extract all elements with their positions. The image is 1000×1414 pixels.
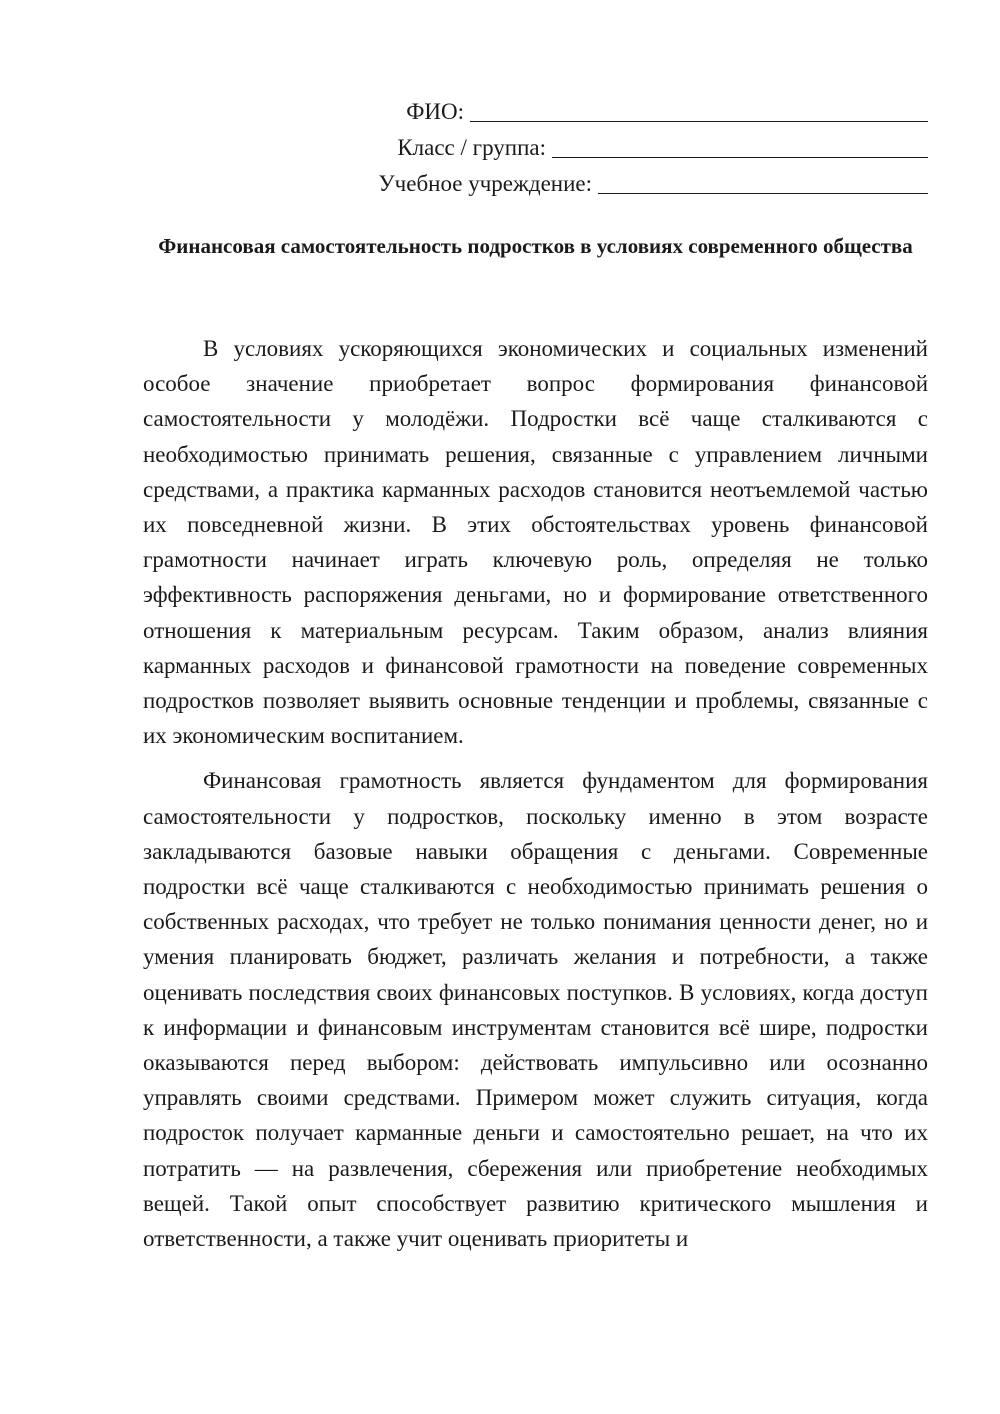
school-label: Учебное учреждение: xyxy=(378,171,592,196)
fio-field xyxy=(300,90,928,126)
school-field xyxy=(300,162,928,198)
paragraph-1: В условиях ускоряющихся экономических и социальных изменений особое значение приобретает вопрос формирования финансовой самостоятельности у молодёжи. Подростки всё чаще сталкиваются с необходимостью принимать решения, связанные с управлением личными средствами, а практика карманных расходов становится неотъемлемой частью их повседневной жизни. В этих обстоятельствах уровень финансовой грамотности начинает играть ключевую роль, определяя не только эффективность распоряжения деньгами, но и формирование ответственного отношения к материальным ресурсам. Таким образом, анализ влияния карманных расходов и финансовой грамотности на поведение современных подростков позволяет выявить основные тенденции и проблемы, связанные с их экономическим воспитанием. xyxy=(143,336,928,749)
student-info-fields xyxy=(300,90,928,198)
paragraph-2: Финансовая грамотность является фундаментом для формирования самостоятельности у подростков, поскольку именно в этом возрасте закладываются базовые навыки обращения с деньгами. Современные подростки всё чаще сталкиваются с необходимостью принимать решения о собственных расходах, что требует не только понимания ценности денег, но и умения планировать бюджет, различать желания и потребности, а также оценивать последствия своих финансовых поступков. В условиях, когда доступ к информации и финансовым инструментам становится всё шире, подростки оказываются перед выбором: действовать импульсивно или осознанно управлять своими средствами. Примером может служить ситуация, когда подросток получает карманные деньги и самостоятельно решает, на что их потратить — на развлечения, сбережения или приобретение необходимых вещей. Такой опыт способствует развитию критического мышления и ответственности, а также учит оценивать приоритеты и xyxy=(143,768,928,1252)
class-label: Класс / группа: xyxy=(397,135,546,160)
class-blank-line xyxy=(552,135,928,158)
school-blank-line xyxy=(598,171,928,194)
fio-blank-line xyxy=(470,99,928,122)
document-title: Финансовая самостоятельность подростков в условиях современного общества xyxy=(158,234,913,258)
fio-label: ФИО: xyxy=(406,99,464,124)
class-field xyxy=(300,126,928,162)
document-body xyxy=(143,331,928,1266)
